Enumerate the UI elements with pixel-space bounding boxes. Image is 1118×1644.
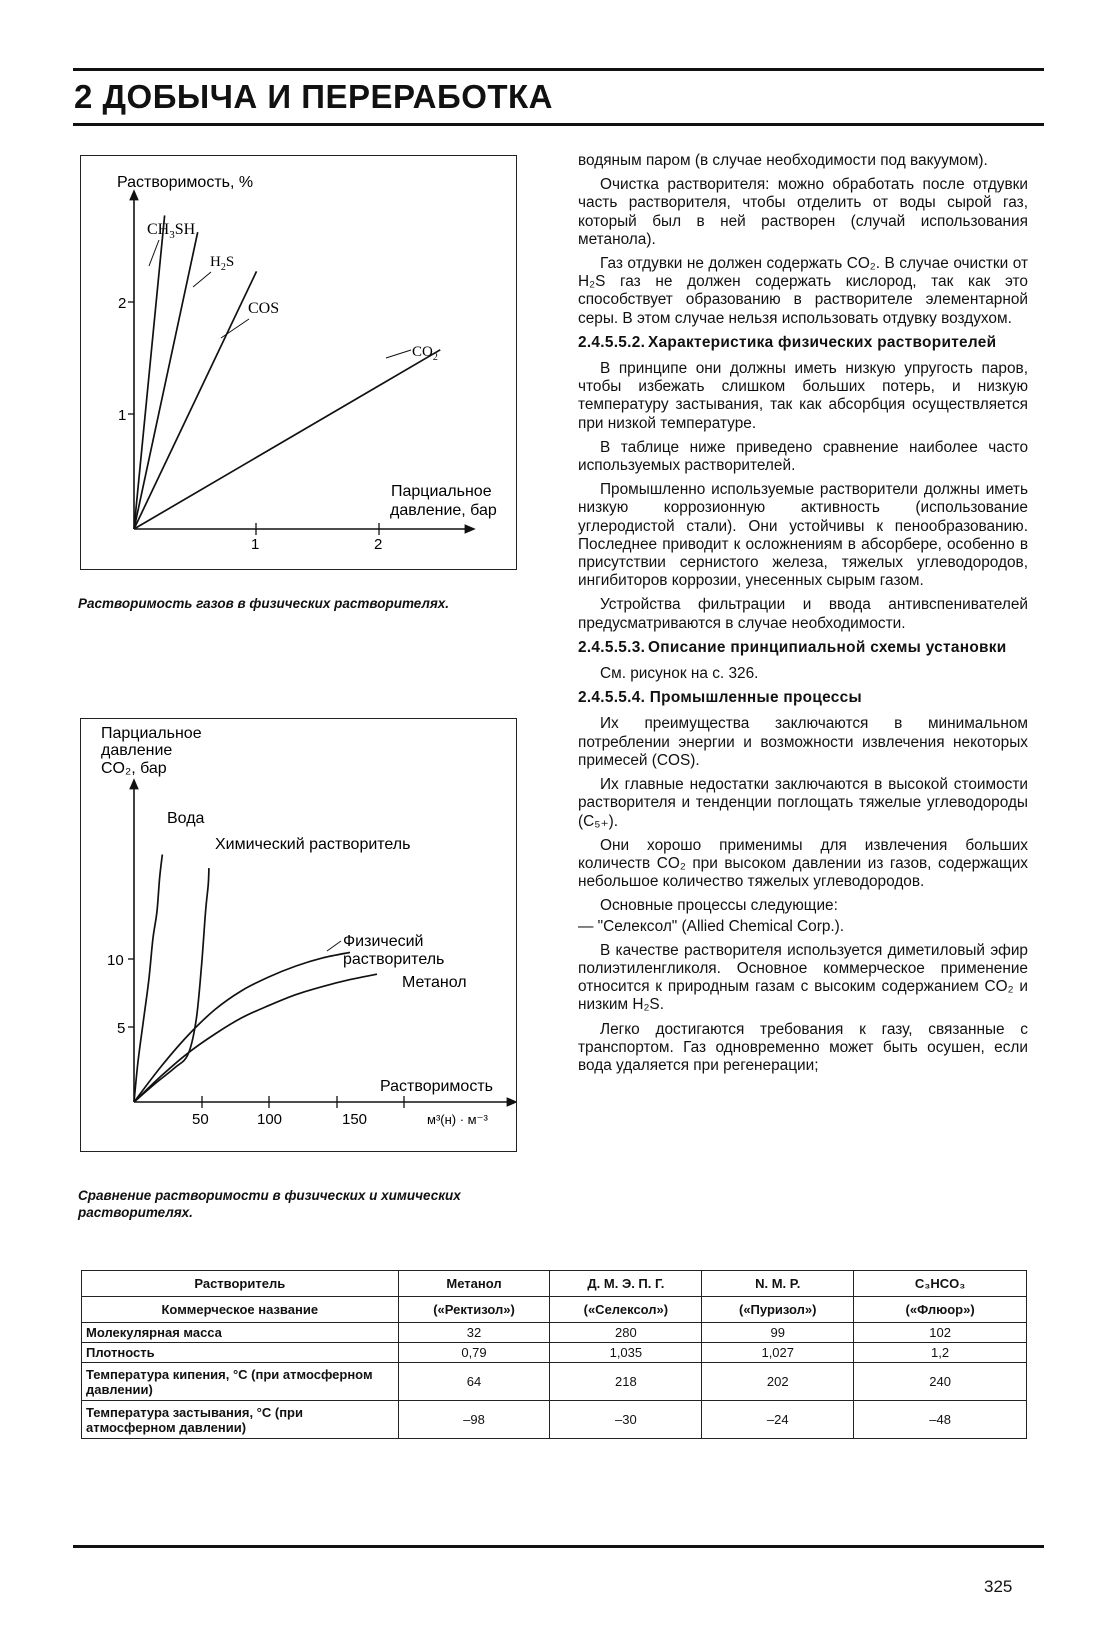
- series-line-физичесий-растворитель: [134, 952, 350, 1102]
- right-column-text: [578, 152, 1028, 1081]
- table-header-cell: Метанол: [398, 1271, 550, 1297]
- fig2-x-axis-label: Растворимость: [380, 1078, 493, 1095]
- fig2-ytick-5: 5: [117, 1020, 126, 1037]
- figure-1-box: [80, 155, 517, 570]
- page-number: 325: [984, 1577, 1013, 1596]
- section-heading-2-4-5-5-2: 2.4.5.5.2. Характеристика физических растворителей: [578, 333, 997, 351]
- table-cell: («Пуризол»): [702, 1297, 854, 1323]
- figure-2-chart: [81, 719, 516, 1151]
- fig1-label-co2: $CO_2$: [412, 344, 438, 363]
- fig2-y-axis-label-line2: давление: [101, 742, 173, 759]
- paragraph: В качестве растворителя используется диметиловый эфир полиэтиленгликоля. Основное коммерческое применение относится к природным газам с высоким содержанием CO₂ и низким H₂S.: [578, 941, 1028, 1014]
- table-cell: 202: [702, 1363, 854, 1401]
- fig1-y-axis-label: Растворимость, %: [117, 174, 254, 191]
- fig2-label-methanol: Метанол: [402, 974, 467, 991]
- table-cell: 64: [398, 1363, 550, 1401]
- fig1-x-axis-label-line2: давление, бар: [390, 502, 497, 519]
- fig2-xtick-50: 50: [192, 1111, 209, 1128]
- table-row: [82, 1343, 1027, 1363]
- paragraph: См. рисунок на с. 326.: [600, 665, 759, 683]
- paragraph: Очистка растворителя: можно обработать после отдувки часть растворителя, чтобы отделить от воды сырой газ, который был в ней растворен (случай использования метанола).: [578, 176, 1028, 248]
- table-cell: 99: [702, 1323, 854, 1343]
- fig2-x-unit: м³(н) · м⁻³: [427, 1112, 488, 1127]
- fig2-y-axis-label-line1: Парциальное: [101, 725, 202, 742]
- paragraph: Газ отдувки не должен содержать CO₂. В случае очистки от H₂S газ не должен содержать кислород, так как это способствует образованию в растворителе элементарной серы. В этом случае нельзя использовать отдувку воздухом.: [578, 255, 1028, 327]
- table-header-cell: Д. М. Э. П. Г.: [550, 1271, 702, 1297]
- table-row: [82, 1363, 1027, 1401]
- header-bottom-rule: [73, 123, 1044, 126]
- table-cell: 1,035: [550, 1343, 702, 1363]
- list-item: — "Селексол" (Allied Chemical Corp.).: [578, 917, 845, 935]
- table-row-label: Температура застывания, °C (при атмосферном давлении): [82, 1401, 399, 1439]
- table-row-label: Молекулярная масса: [82, 1323, 399, 1343]
- table-trade-row: [82, 1297, 1027, 1323]
- table-row-label: Плотность: [82, 1343, 399, 1363]
- table-cell: –24: [702, 1401, 854, 1439]
- fig1-ytick-1: 1: [118, 407, 127, 424]
- fig2-label-physical-2: растворитель: [343, 951, 445, 968]
- solvent-properties-table: [81, 1270, 1027, 1439]
- series-line-ch3sh: [134, 215, 165, 529]
- paragraph: Легко достигаются требования к газу, связанные с транспортом. Газ одновременно может быть осушен, если вода удаляется при регенерации;: [578, 1020, 1028, 1074]
- table-cell: Коммерческое название: [82, 1297, 399, 1323]
- table-cell: –48: [854, 1401, 1027, 1439]
- fig2-xtick-150: 150: [342, 1111, 368, 1128]
- table-cell: –98: [398, 1401, 550, 1439]
- header-top-rule: [73, 68, 1044, 71]
- paragraph: Их главные недостатки заключаются в высокой стоимости растворителя и тенденции поглощать тяжелые углеводороды (C₅₊).: [578, 776, 1028, 830]
- paragraph: Их преимущества заключаются в минимальном потреблении энергии и возможности извлечения некоторых примесей (COS).: [578, 715, 1028, 769]
- figure-1-chart: [81, 156, 516, 569]
- series-line-метанол: [134, 974, 377, 1102]
- fig2-ytick-10: 10: [107, 952, 124, 969]
- table-cell: 1,027: [702, 1343, 854, 1363]
- table-cell: 280: [550, 1323, 702, 1343]
- table-header-cell: C₃HCO₃: [854, 1271, 1027, 1297]
- paragraph: Основные процессы следующие:: [600, 897, 838, 915]
- section-heading-2-4-5-5-3: 2.4.5.5.3. Описание принципиальной схемы установки: [578, 638, 1007, 656]
- paragraph: Промышленно используемые растворители должны иметь низкую коррозионную активность (использование углеродистой стали). Они устойчивы к пенообразованию. Последнее приводит к осложнениям в абсорбере, особенно в присутствии сернистого железа, тяжелых углеводородов, ингибиторов коррозии, унесенных сырым газом.: [578, 481, 1028, 590]
- figure-2-caption: Сравнение растворимости в физических и химических растворителях.: [78, 1188, 461, 1220]
- table-cell: («Флюор»): [854, 1297, 1027, 1323]
- paragraph: В принципе они должны иметь низкую упругость паров, чтобы избежать слишком больших потерь, и низкую температуру застывания, так как абсорбция осуществляется при низкой температуре.: [578, 360, 1028, 432]
- fig2-label-physical-1: Физичесий: [343, 933, 424, 950]
- page-header-title: 2 ДОБЫЧА И ПЕРЕРАБОТКА: [74, 78, 554, 115]
- table-row-label: Температура кипения, °C (при атмосферном давлении): [82, 1363, 399, 1401]
- fig1-x-axis-label-line1: Парциальное: [391, 483, 492, 500]
- paragraph: В таблице ниже приведено сравнение наиболее часто используемых растворителей.: [578, 438, 1028, 475]
- table-cell: 32: [398, 1323, 550, 1343]
- fig1-label-h2s: $H_2S$: [210, 254, 235, 273]
- footer-rule: [73, 1545, 1044, 1548]
- fig2-label-chemical: Химический растворитель: [215, 836, 411, 853]
- table-cell: («Селексол»): [550, 1297, 702, 1323]
- table-row: [82, 1401, 1027, 1439]
- fig1-label-ch3sh: $CH_3SH$: [147, 221, 196, 241]
- table-row: [82, 1323, 1027, 1343]
- figure-1-caption: Растворимость газов в физических растворителях.: [78, 596, 450, 611]
- table-cell: 240: [854, 1363, 1027, 1401]
- table-cell: («Ректизол»): [398, 1297, 550, 1323]
- table-cell: 1,2: [854, 1343, 1027, 1363]
- table-cell: 218: [550, 1363, 702, 1401]
- section-heading-2-4-5-5-4: 2.4.5.5.4. Промышленные процессы: [578, 689, 862, 707]
- series-line-cos: [134, 271, 257, 529]
- figure-2-box: [80, 718, 517, 1152]
- fig1-label-cos: COS: [248, 300, 280, 317]
- fig2-label-water: Вода: [167, 810, 205, 827]
- paragraph: Они хорошо применимы для извлечения больших количеств CO₂ при высоком давлении из газов, содержащих небольшое количество тяжелых углеводородов.: [578, 836, 1028, 891]
- fig2-xtick-100: 100: [257, 1111, 283, 1128]
- fig1-xtick-1: 1: [251, 536, 260, 553]
- table-header-row: [82, 1271, 1027, 1297]
- table-header-cell: N. M. P.: [702, 1271, 854, 1297]
- table-cell: 0,79: [398, 1343, 550, 1363]
- table-header-cell: Растворитель: [82, 1271, 399, 1297]
- fig1-xtick-2: 2: [374, 536, 383, 553]
- fig2-y-axis-label-line3: CO₂, бар: [101, 760, 167, 777]
- table-cell: 102: [854, 1323, 1027, 1343]
- table-cell: –30: [550, 1401, 702, 1439]
- paragraph: Устройства фильтрации и ввода антивспенивателей предусматриваются в случае необходимости.: [578, 596, 1028, 632]
- series-line-вода: [134, 854, 162, 1102]
- paragraph: водяным паром (в случае необходимости под вакуумом).: [578, 152, 988, 169]
- series-line-h2s: [134, 232, 198, 529]
- fig1-ytick-2: 2: [118, 295, 127, 312]
